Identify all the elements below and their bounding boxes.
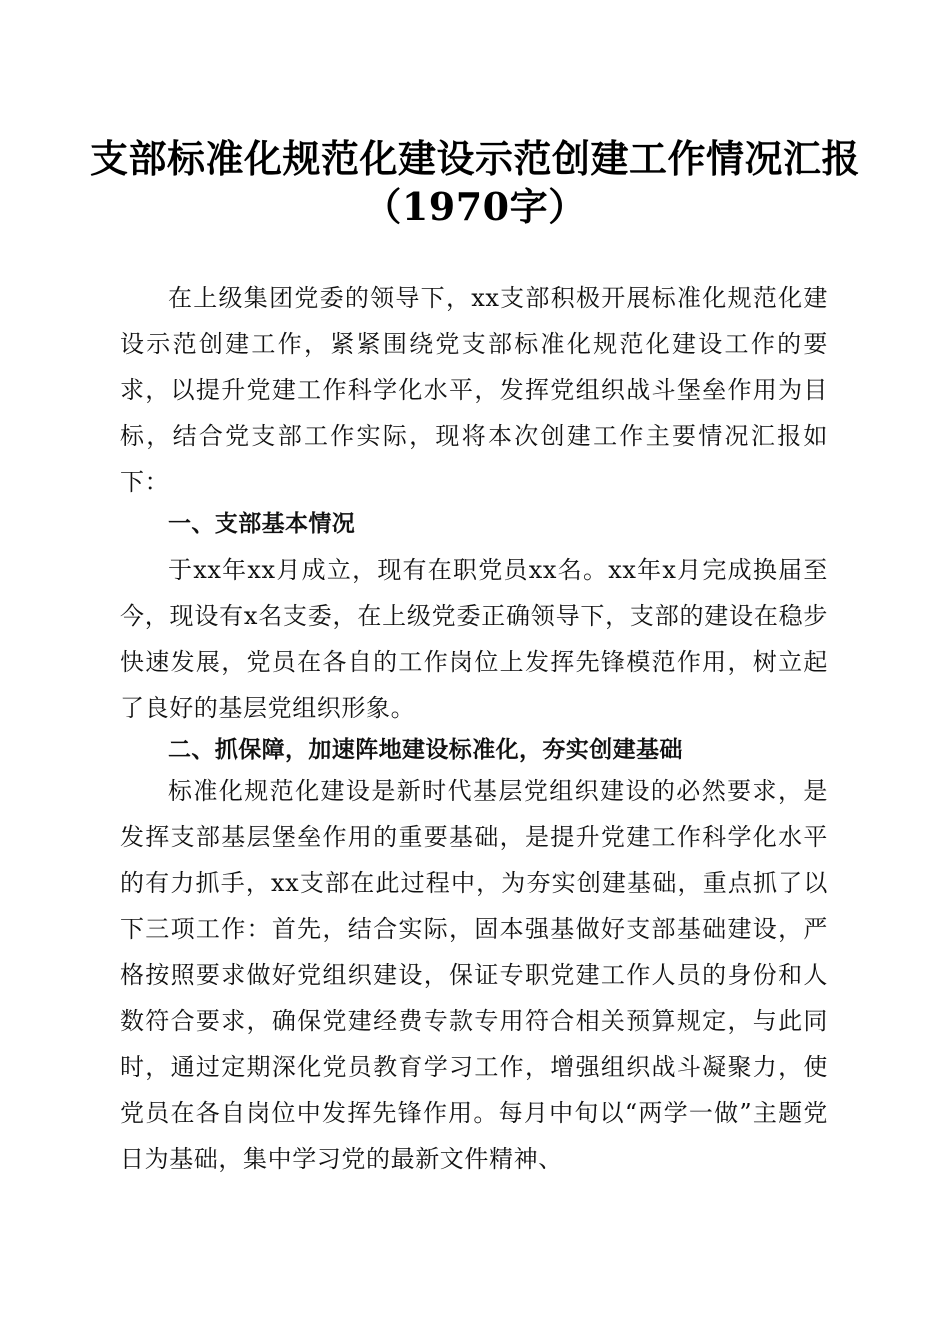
section-heading-2: 二、抓保障，加速阵地建设标准化，夯实创建基础: [168, 737, 683, 763]
document-title: 支部标准化规范化建设示范创建工作情况汇报: [89, 136, 860, 181]
section-heading-1: 一、支部基本情况: [168, 511, 356, 537]
section-2-paragraph: 标准化规范化建设是新时代基层党组织建设的必然要求，是发挥支部基层堡垒作用的重要基础，是提升党建工作科学化水平的有力抓手，xx支部在此过程中，为夯实创建基础，重点抓了以下三项工作：首先，结合实际，固本强基做好支部基础建设，严格按照要求做好党组织建设，保证专职党建工作人员的身份和人数符合要求，确保党建经费专款专用符合相关预算规定，与此同时，通过定期深化党员教育学习工作，增强组织战斗凝聚力，使党员在各自岗位中发挥先锋作用。每月中旬以“两学一做”主题党日为基础，集中学习党的最新文件精神、: [120, 777, 828, 1173]
intro-paragraph: 在上级集团党委的领导下，xx支部积极开展标准化规范化建设示范创建工作，紧紧围绕党支部标准化规范化建设工作的要求，以提升党建工作科学化水平，发挥党组织战斗堡垒作用为目标，结合党支部工作实际，现将本次创建工作主要情况汇报如下：: [120, 284, 828, 496]
section-1-paragraph: 于xx年xx月成立，现有在职党员xx名。xx年x月完成换届至今，现设有x名支委，在上级党委正确领导下，支部的建设在稳步快速发展，党员在各自的工作岗位上发挥先锋模范作用，树立起了良好的基层党组织形象。: [120, 556, 828, 722]
document-word-count: （1970字）: [363, 184, 587, 229]
